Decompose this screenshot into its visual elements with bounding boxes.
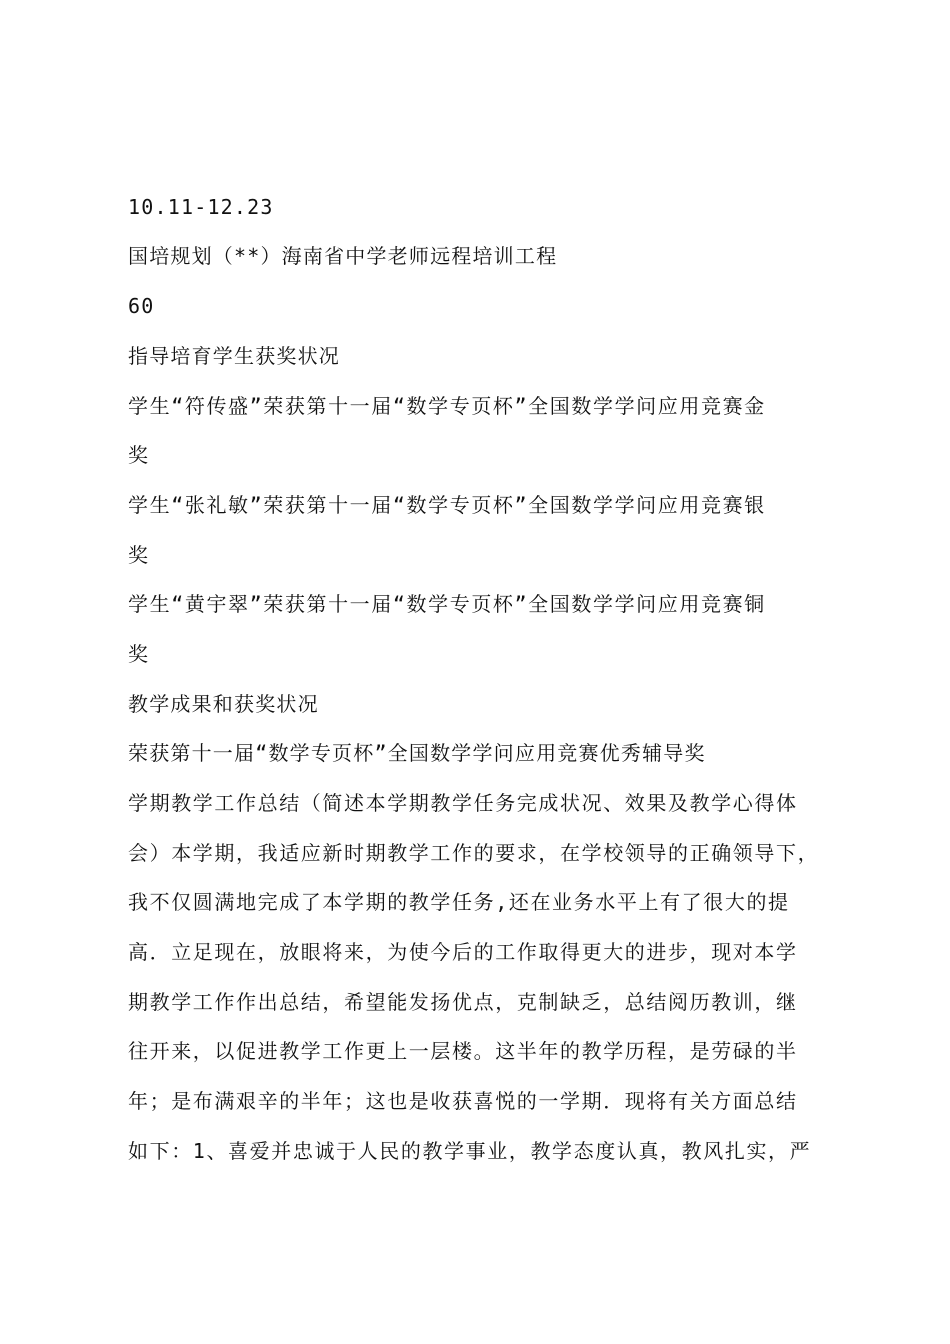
section-heading-teaching-results: 教学成果和获奖状况 [128,692,319,716]
summary-paragraph-line-7: 年；是布满艰辛的半年；这也是收获喜悦的一学期．现将有关方面总结 [128,1089,798,1113]
award-line-silver: 学生“张礼敏”荣获第十一届“数学专页杯”全国数学学问应用竞赛银 [128,493,766,517]
training-project-line: 国培规划（**）海南省中学老师远程培训工程 [128,244,558,268]
award-line-silver-cont: 奖 [128,543,150,567]
summary-paragraph-line-4: 高．立足现在，放眼将来，为使今后的工作取得更大的进步，现对本学 [128,940,798,964]
award-line-bronze-cont: 奖 [128,642,150,666]
section-heading-student-awards: 指导培育学生获奖状况 [128,344,340,368]
hours-line: 60 [128,294,155,318]
teacher-award-line: 荣获第十一届“数学专页杯”全国数学学问应用竞赛优秀辅导奖 [128,741,706,765]
summary-paragraph-line-8: 如下：1、喜爱并忠诚于人民的教学事业，教学态度认真，教风扎实，严 [128,1139,812,1163]
summary-paragraph-line-5: 期教学工作作出总结，希望能发扬优点，克制缺乏，总结阅历教训，继 [128,990,798,1014]
summary-paragraph-line-3: 我不仅圆满地完成了本学期的教学任务,还在业务水平上有了很大的提 [128,890,790,914]
summary-paragraph-line-1: 学期教学工作总结（简述本学期教学任务完成状况、效果及教学心得体 [128,791,798,815]
award-line-bronze: 学生“黄宇翠”荣获第十一届“数学专页杯”全国数学学问应用竞赛铜 [128,592,766,616]
award-line-gold: 学生“符传盛”荣获第十一届“数学专页杯”全国数学学问应用竞赛金 [128,394,766,418]
summary-paragraph-line-6: 往开来，以促进教学工作更上一层楼。这半年的教学历程，是劳碌的半 [128,1039,798,1063]
date-range-line: 10.11-12.23 [128,195,274,219]
summary-paragraph-line-2: 会）本学期，我适应新时期教学工作的要求，在学校领导的正确领导下， [128,841,820,865]
award-line-gold-cont: 奖 [128,443,150,467]
